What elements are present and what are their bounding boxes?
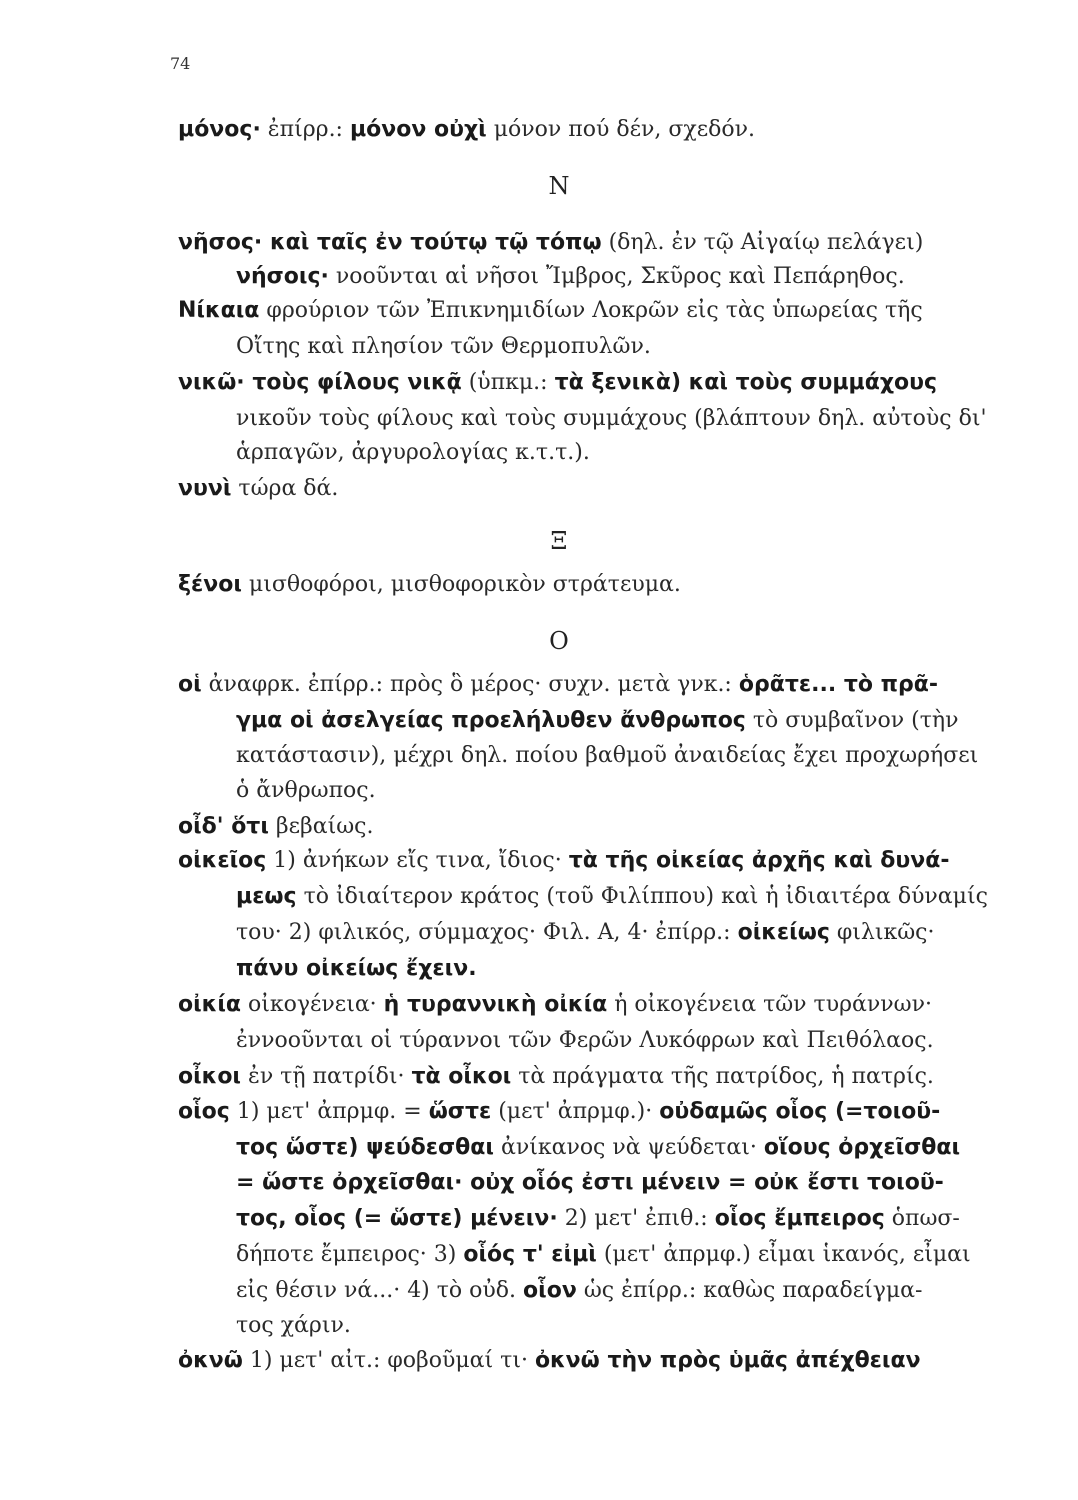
entry-text: δήποτε ἔμπειρος· 3) xyxy=(236,1242,464,1267)
entry-hoi xyxy=(178,670,938,700)
entry-headword: οἰκία xyxy=(178,992,242,1017)
entry-niko xyxy=(178,368,937,398)
entry-text: ἀνίκανος νὰ ψεύδεται· xyxy=(493,1135,764,1160)
entry-continuation xyxy=(236,1026,934,1056)
entry-phrase: ὥστε xyxy=(428,1099,492,1124)
entry-okno xyxy=(178,1346,921,1376)
entry-text: τος χάριν. xyxy=(236,1313,351,1338)
entry-continuation xyxy=(236,1168,944,1198)
entry-phrase: νήσοις· xyxy=(236,264,329,289)
entry-text: ὁ ἄνθρωπος. xyxy=(236,778,376,803)
entry-text: (μετ' ἀπρμφ.)· xyxy=(491,1099,660,1124)
entry-text: Οἴτης καὶ πλησίον τῶν Θερμοπυλῶν. xyxy=(236,334,651,359)
page-number: 74 xyxy=(170,54,191,73)
entry-continuation xyxy=(236,332,651,362)
entry-continuation xyxy=(236,776,376,806)
section-letter-xi: Ξ xyxy=(550,527,568,555)
entry-text: φρούριον τῶν Ἐπικνημιδίων Λοκρῶν εἰς τὰς ὑπωρείας τῆς xyxy=(259,298,923,323)
entry-text: 1) μετ' αἰτ.: φοβοῦμαί τι· xyxy=(242,1348,535,1373)
entry-text: ἀναφρκ. ἐπίρρ.: πρὸς ὃ μέρος· συχν. μετὰ γνκ.: xyxy=(201,672,739,697)
entry-phrase: τὰ τῆς οἰκείας ἀρχῆς καὶ δυνά- xyxy=(568,848,950,873)
entry-phrase: τὰ οἶκοι xyxy=(411,1064,512,1089)
entry-phrase: μόνον οὐχὶ xyxy=(349,117,487,142)
entry-phrase: οἷός τ' εἰμὶ xyxy=(463,1242,597,1267)
entry-phrase: οἷον xyxy=(523,1278,577,1303)
entry-phrase: μεως xyxy=(236,884,297,909)
entry-text: (δηλ. ἐν τῷ Αἰγαίῳ πελάγει) xyxy=(601,230,924,255)
entry-oid-hoti xyxy=(178,812,374,842)
entry-phrase: οἷος ἔμπειρος xyxy=(714,1206,885,1231)
entry-monos xyxy=(178,115,755,145)
entry-headword: οἰκεῖος xyxy=(178,848,267,873)
entry-continuation xyxy=(236,706,958,736)
entry-continuation xyxy=(236,918,935,948)
entry-headword: οἷος xyxy=(178,1099,230,1124)
entry-headword: οἶδ' ὅτι xyxy=(178,814,269,839)
entry-phrase: ὁρᾶτε... τὸ πρᾶ- xyxy=(738,672,939,697)
section-letter-n: N xyxy=(548,172,570,200)
entry-continuation xyxy=(236,741,978,771)
entry-text: 2) μετ' ἐπιθ.: xyxy=(557,1206,715,1231)
entry-text: ὡς ἐπίρρ.: καθὼς παραδείγμα- xyxy=(576,1278,923,1303)
entry-continuation xyxy=(236,1133,960,1163)
entry-text: νικοῦν τοὺς φίλους καὶ τοὺς συμμάχους (βλάπτουν δηλ. αὐτοὺς δι' xyxy=(236,406,987,431)
entry-xenoi xyxy=(178,570,681,600)
entry-text: εἰς θέσιν νά...· 4) τὸ οὐδ. xyxy=(236,1278,524,1303)
entry-text: τὰ πράγματα τῆς πατρίδος, ἡ πατρίς. xyxy=(511,1064,934,1089)
entry-phrase: πάνυ οἰκείως ἔχειν. xyxy=(236,956,477,981)
entry-oikoi xyxy=(178,1062,934,1092)
entry-continuation xyxy=(236,1276,922,1306)
entry-continuation xyxy=(236,1204,960,1234)
entry-text: τώρα δά. xyxy=(231,476,339,501)
entry-oikeios xyxy=(178,846,950,876)
entry-text: τὸ ἰδιαίτερον κράτος (τοῦ Φιλίππου) καὶ ἡ ἰδιαιτέρα δύναμίς xyxy=(296,884,988,909)
entry-headword: ὀκνῶ xyxy=(178,1348,243,1373)
entry-nikaia xyxy=(178,296,923,326)
section-letter-o: O xyxy=(549,627,569,655)
entry-text: (μετ' ἀπρμφ.) εἶμαι ἱκανός, εἶμαι xyxy=(596,1242,971,1267)
entry-text: 1) μετ' ἀπρμφ. = xyxy=(229,1099,429,1124)
entry-continuation xyxy=(236,882,988,912)
entry-headword: νῆσος· καὶ ταῖς ἐν τούτῳ τῷ τόπῳ xyxy=(178,230,602,255)
entry-text: κατάστασιν), μέχρι δηλ. ποίου βαθμοῦ ἀναιδείας ἔχει προχωρήσει xyxy=(236,743,979,768)
entry-headword: ξένοι xyxy=(178,572,242,597)
entry-phrase: οἰκείως xyxy=(737,920,830,945)
entry-text: ὁπωσ- xyxy=(884,1206,960,1231)
entry-headword: νυνὶ xyxy=(178,476,232,501)
entry-nyni xyxy=(178,474,338,504)
entry-continuation xyxy=(236,1311,351,1341)
entry-continuation xyxy=(236,1240,971,1270)
entry-headword: μόνος· xyxy=(178,117,261,142)
entry-text: τὸ συμβαῖνον (τὴν xyxy=(745,708,959,733)
entry-phrase: ὀκνῶ τὴν πρὸς ὑμᾶς ἀπέχθειαν xyxy=(534,1348,921,1373)
entry-text: βεβαίως. xyxy=(268,814,374,839)
entry-headword: Νίκαια xyxy=(178,298,260,323)
entry-text: ἡ οἰκογένεια τῶν τυράννων· xyxy=(607,992,932,1017)
entry-text: 1) ἀνήκων εἴς τινα, ἴδιος· xyxy=(266,848,569,873)
entry-text: ἐπίρρ.: xyxy=(260,117,350,142)
entry-headword: οἶκοι xyxy=(178,1064,242,1089)
entry-text: μισθοφόροι, μισθοφορικὸν στράτευμα. xyxy=(241,572,681,597)
entry-oikia xyxy=(178,990,932,1020)
entry-phrase: τὰ ξενικὰ) καὶ τοὺς συμμάχους xyxy=(554,370,938,395)
entry-text: φιλικῶς· xyxy=(829,920,935,945)
entry-continuation xyxy=(236,954,477,984)
entry-text: του· 2) φιλικός, σύμμαχος· Φιλ. Α, 4· ἐπίρρ.: xyxy=(236,920,738,945)
entry-phrase: τος ὥστε) ψεύδεσθαι xyxy=(236,1135,494,1160)
entry-continuation xyxy=(236,438,590,468)
entry-phrase: οἵους ὀρχεῖσθαι xyxy=(763,1135,961,1160)
entry-text: οἰκογένεια· xyxy=(241,992,384,1017)
entry-phrase: ἡ τυραννικὴ οἰκία xyxy=(383,992,608,1017)
entry-hoios xyxy=(178,1097,940,1127)
entry-text: ἐν τῇ πατρίδι· xyxy=(241,1064,412,1089)
entry-text: μόνον πού δέν, σχεδόν. xyxy=(486,117,755,142)
entry-headword: νικῶ· τοὺς φίλους νικᾷ xyxy=(178,370,462,395)
entry-nesos xyxy=(178,228,923,258)
entry-text: ἐννοοῦνται οἱ τύραννοι τῶν Φερῶν Λυκόφρων καὶ Πειθόλαος. xyxy=(236,1028,934,1053)
entry-phrase: οὐδαμῶς οἷος (=τοιοῦ- xyxy=(659,1099,941,1124)
entry-text: ἁρπαγῶν, ἀργυρολογίας κ.τ.τ.). xyxy=(236,440,590,465)
entry-phrase: τος, οἷος (= ὥστε) μένειν· xyxy=(236,1206,558,1231)
entry-continuation xyxy=(236,262,905,292)
entry-phrase: = ὥστε ὀρχεῖσθαι· οὐχ οἷός ἐστι μένειν = οὐκ ἔστι τοιοῦ- xyxy=(236,1170,944,1195)
entry-text: νοοῦνται αἱ νῆσοι Ἴμβρος, Σκῦρος καὶ Πεπάρηθος. xyxy=(328,264,905,289)
entry-phrase: γμα οἱ ἀσελγείας προελήλυθεν ἄνθρωπος xyxy=(236,708,746,733)
entry-headword: οἱ xyxy=(178,672,202,697)
entry-continuation xyxy=(236,404,987,434)
entry-text: (ὑπκμ.: xyxy=(461,370,555,395)
